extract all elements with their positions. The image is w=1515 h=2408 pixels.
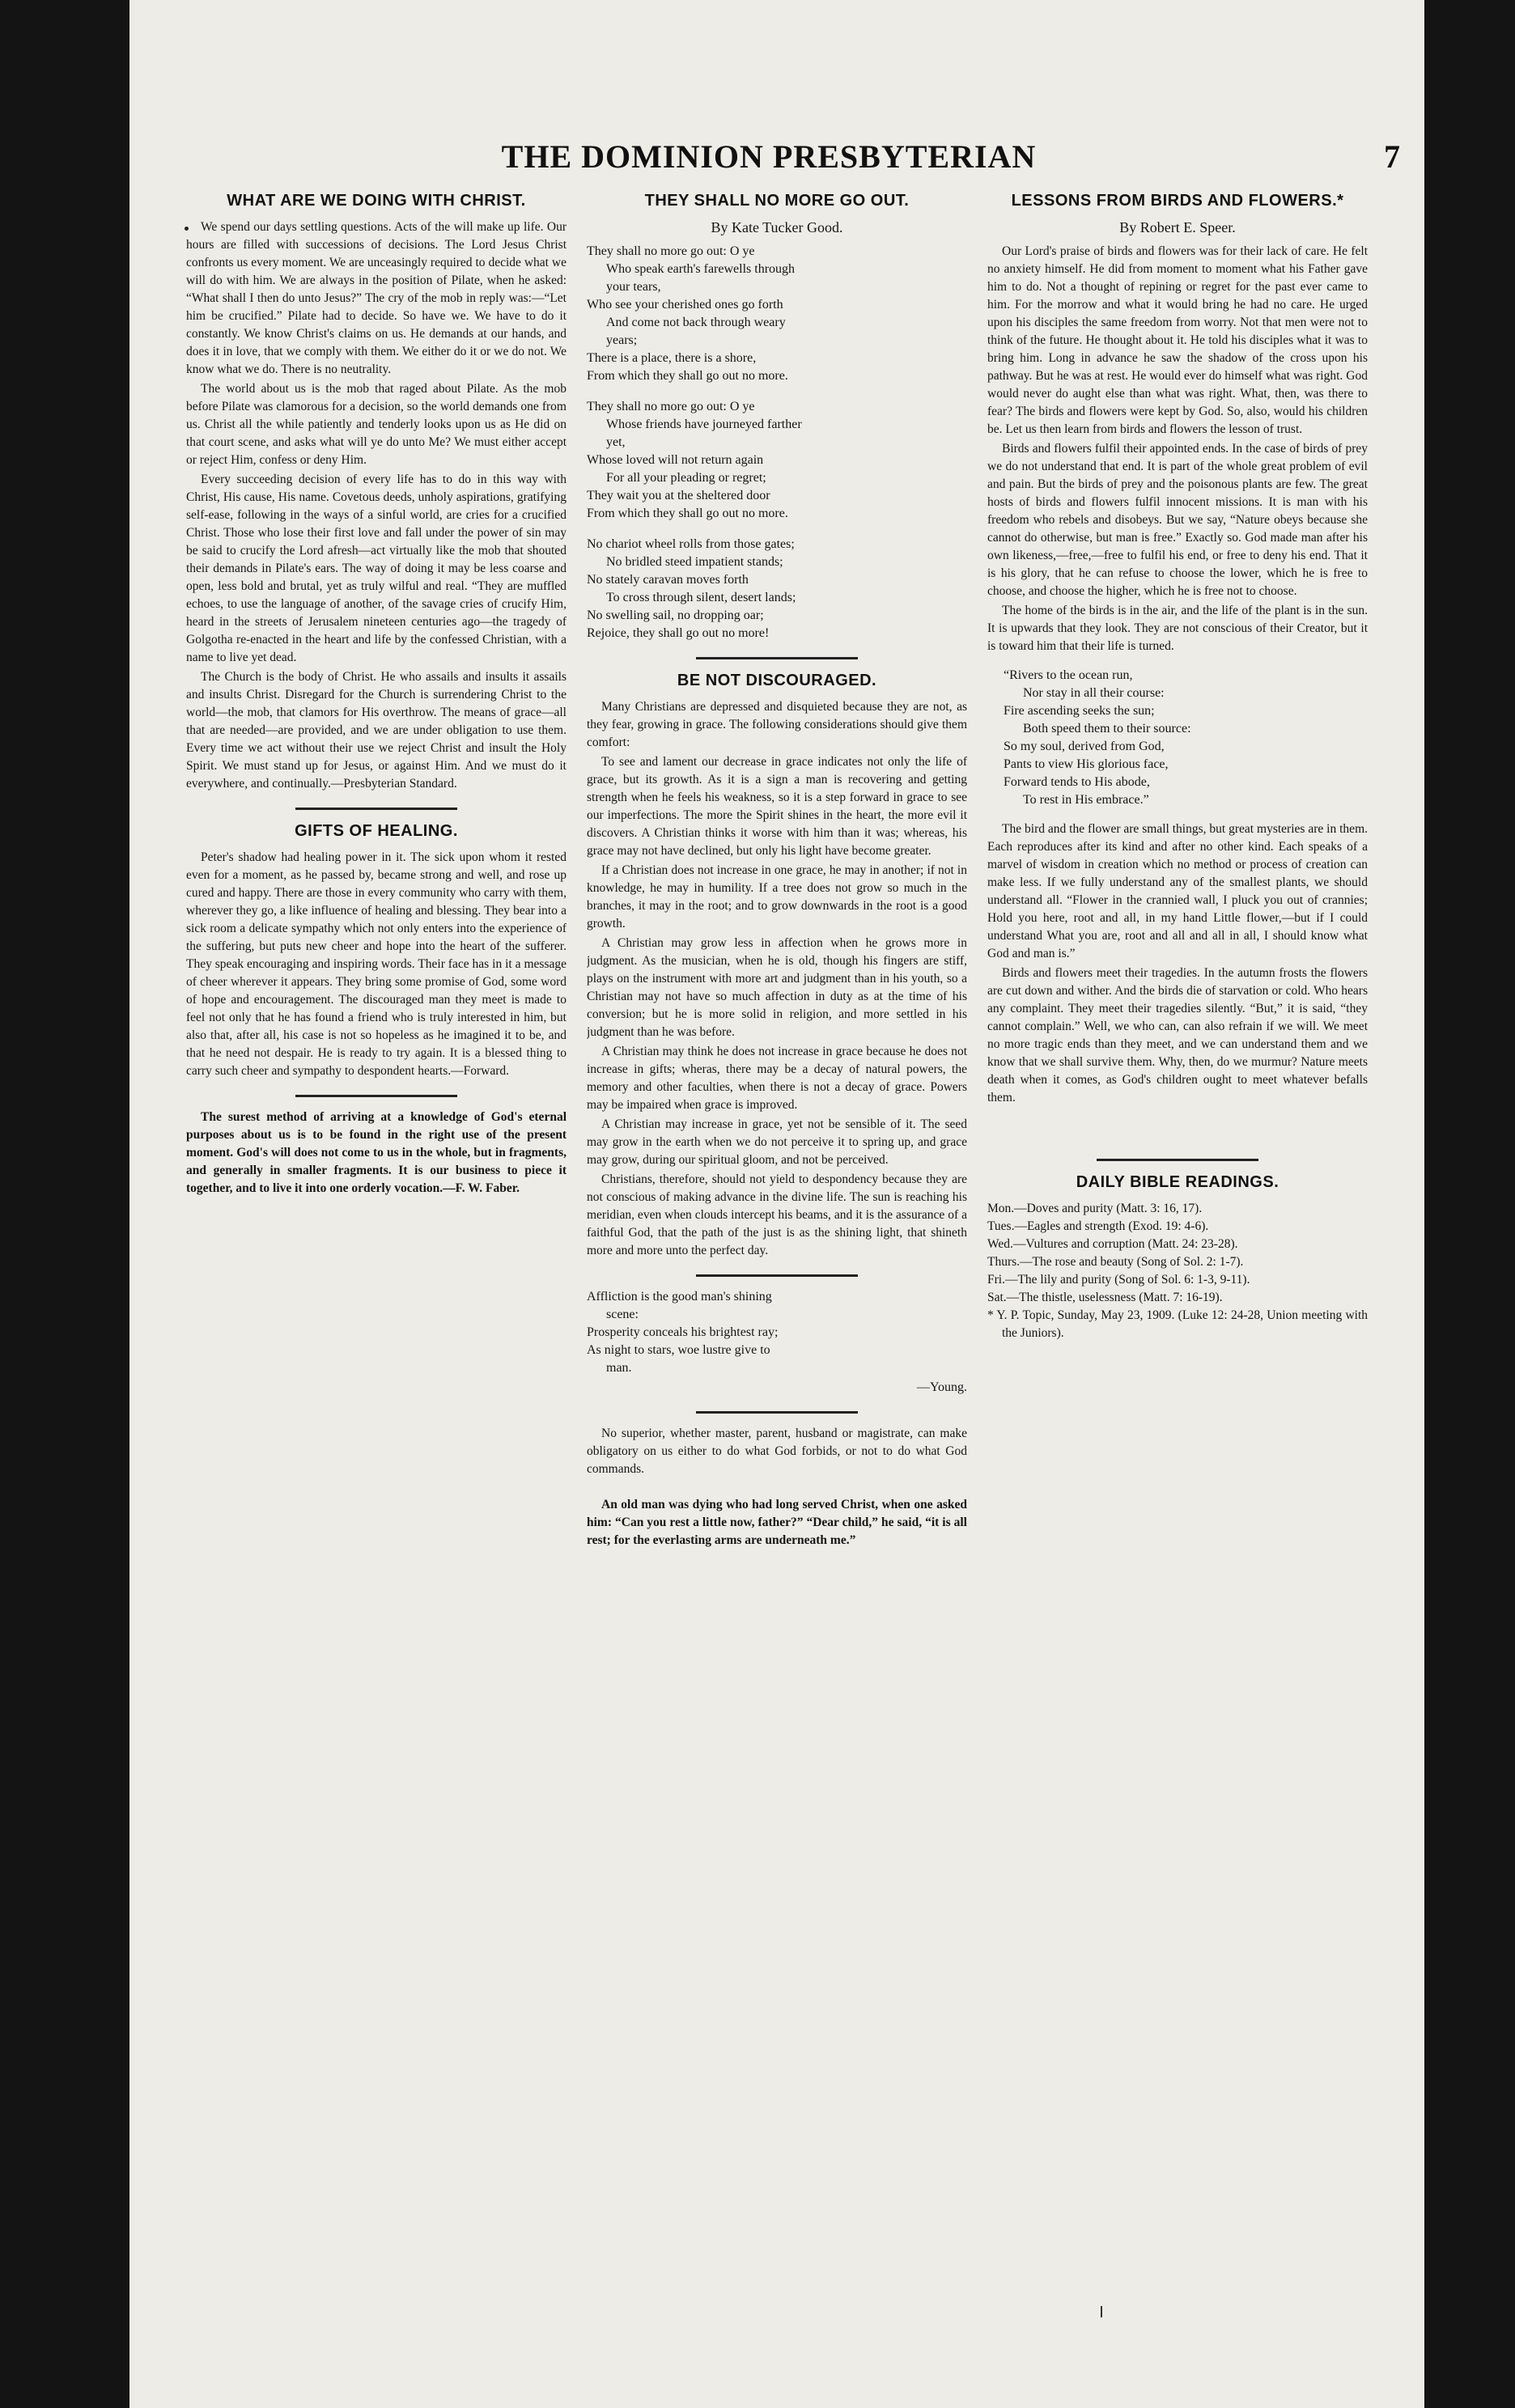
- reading-item: Sat.—The thistle, uselessness (Matt. 7: 16-19).: [987, 1291, 1223, 1304]
- verse-line: And come not back through weary: [606, 316, 786, 329]
- column-right: [987, 191, 1368, 2359]
- verse-quote: [1004, 667, 1368, 809]
- verse-line: For all your pleading or regret;: [606, 471, 766, 485]
- paragraph: Our Lord's praise of birds and flowers was for their lack of care. He felt no anxiety himself. He did from moment to moment what his Father gave him to do. Not a thought of repining or regret for the past ever came to him. For the morrow and what it would bring he had no care. He urged upon his disciples the same freedom from worry. Not that men were not to think of the future. He thought about it. He told his disciples what it was to bring him. Long in advance he saw the shadow of the cross upon his pathway. But he was at rest. He would ever do himself what was right. God would never do aught else than what was right. What, then, was there to fear? The birds and flowers were kept by God. So, also, would his children be. Let us then learn from birds and flowers the lesson of trust.: [987, 244, 1368, 436]
- reading-item: Wed.—Vultures and corruption (Matt. 24: 23-28).: [987, 1237, 1238, 1251]
- verse-line: scene:: [606, 1308, 639, 1321]
- verse-line: No chariot wheel rolls from those gates;: [587, 537, 795, 551]
- reading-item: * Y. P. Topic, Sunday, May 23, 1909. (Luke 12: 24-28, Union meeting with the Juniors).: [987, 1308, 1368, 1340]
- paragraph: A Christian may increase in grace, yet not be sensible of it. The seed may grow in the earth when we do not perceive it to spring up, and grace may grow, during our spiritual gloom, and not be perceived.: [587, 1117, 967, 1167]
- verse-line: Fire ascending seeks the sun;: [1004, 704, 1155, 718]
- paragraph: Birds and flowers meet their tragedies. In the autumn frosts the flowers are cut down and wither. And the birds die of starvation or cold. Who hears any complaint. They meet their tragedies silently. “But,” it is said, “they cannot complain.” Well, we who can, can also refrain if we will. We meet no more tragic ends than they meet, and we can understand them and we know that we shall survive them. Why, then, do we murmur? Nature meets death when it comes, as God's children ought to meet whatever befalls them.: [987, 966, 1368, 1104]
- section-divider: [696, 1411, 858, 1414]
- paragraph: If a Christian does not increase in one grace, he may in another; if not in knowledge, he may in humility. If a tree does not grow so much in the branches, it may in the root; and to grow downwards in the root is a good growth.: [587, 863, 967, 931]
- paragraph: To see and lament our decrease in grace indicates not only the life of grace, but its growth. As it is a sign a man is recovering and getting strength when he feels his weakness, so it is a step forward in grace to see our imperfections. The more the Spirit shines in the heart, the more evil it discovers. A Christian thinks it worse with him than it was; whereas, his grace may not have declined, but only his light have become greater.: [587, 755, 967, 858]
- section-divider: [696, 1274, 858, 1277]
- section-divider: [295, 808, 457, 810]
- poem-body: [587, 243, 967, 642]
- reading-item: Fri.—The lily and purity (Song of Sol. 6: 1-3, 9-11).: [987, 1273, 1250, 1287]
- young-quote: [587, 1288, 967, 1377]
- verse-line: To rest in His embrace.”: [1023, 793, 1149, 807]
- verse-line: “Rivers to the ocean run,: [1004, 668, 1133, 682]
- verse-line: They wait you at the sheltered door: [587, 489, 770, 502]
- poem-stanza: [587, 398, 967, 523]
- verse-line: Who speak earth's farewells through: [606, 262, 796, 276]
- page-header: [129, 138, 1424, 186]
- verse-line: There is a place, there is a shore,: [587, 351, 757, 365]
- verse-line: No stately caravan moves forth: [587, 573, 749, 587]
- publication-title: THE DOMINION PRESBYTERIAN: [501, 138, 1037, 175]
- verse-line: Whose friends have journeyed farther: [606, 418, 802, 431]
- section-divider: [295, 1095, 457, 1097]
- verse-line: So my soul, derived from God,: [1004, 740, 1165, 753]
- verse-line: Nor stay in all their course:: [1023, 686, 1165, 700]
- reading-item: Thurs.—The rose and beauty (Song of Sol. 2: 1-7).: [987, 1255, 1244, 1269]
- paragraph: The world about us is the mob that raged about Pilate. As the mob before Pilate was clamorous for a decision, so the world demands one from us. Christ all the while patiently and tenderly looks upon us as He did on that court scene, and asks what will ye do unto Me? We must either accept or reject Him, confess or deny Him.: [186, 382, 567, 467]
- paragraph: The bird and the flower are small things, but great mysteries are in them. Each reproduces after its kind and after no other kind. Each speaks of a marvel of wisdom in creation which no method or process of creation can make less. If we fully understand any of the smallest plants, we should understand all. “Flower in the crannied wall, I pluck you out of crannies; Hold you here, root and all, in my hand Little flower,—but if I could understand What you are, root and all and all in all, I should know what God and man is.”: [987, 822, 1368, 960]
- verse-line: To cross through silent, desert lands;: [606, 591, 796, 604]
- readings-list: [987, 1200, 1368, 1342]
- paragraph: We spend our days settling questions. Acts of the will make up life. Our hours are filled with successions of decisions. The Lord Jesus Christ confronts us every moment. We are unceasingly required to decide what we will do with him. We are always in the position of Pilate, when he asked: “What shall I then do unto Jesus?” The cry of the mob in reply was:—“Let him be crucified.” Pilate had to decide. So have we. We have to do it constantly. We know Christ's claims on us. He demands at our hands, and does it in love, that we comply with them. We either do it or we do not. We know what we do. There is no neutrality.: [186, 220, 567, 376]
- verse-line: your tears,: [606, 280, 661, 294]
- verse-line: As night to stars, woe lustre give to: [587, 1343, 770, 1357]
- article-title: LESSONS FROM BIRDS AND FLOWERS.*: [1011, 192, 1344, 210]
- paragraph: A Christian may think he does not increase in grace because he does not increase in gifts; wheras, there may be a decay of natural powers, the memory and other faculties, when there is not a decay of grace. Powers may be impaired when grace is improved.: [587, 1045, 967, 1112]
- verse-line: Affliction is the good man's shining: [587, 1290, 772, 1304]
- quote-attribution: —Young.: [917, 1380, 967, 1394]
- verse-line: Pants to view His glorious face,: [1004, 757, 1169, 771]
- article-title: BE NOT DISCOURAGED.: [677, 672, 877, 689]
- verse-line: They shall no more go out: O ye: [587, 244, 755, 258]
- page-number: 7: [1384, 138, 1400, 175]
- column-middle: [587, 191, 967, 2359]
- verse-line: Prosperity conceals his brightest ray;: [587, 1325, 779, 1339]
- paragraph: Christians, therefore, should not yield to despondency because they are not conscious of making advance in the divine life. The sun is reaching his meridian, even when clouds intercept his beams, and it is the assurance of a faithful God, that the path of the just is as the shining light, that shineth more and more unto the perfect day.: [587, 1172, 967, 1257]
- paragraph: An old man was dying who had long served Christ, when one asked him: “Can you rest a little now, father?” “Dear child,” he said, “it is all rest; for the everlasting arms are underneath me.”: [587, 1498, 967, 1547]
- verse-line: yet,: [606, 435, 626, 449]
- article-title: WHAT ARE WE DOING WITH CHRIST.: [227, 192, 526, 210]
- verse-line: From which they shall go out no more.: [587, 507, 788, 520]
- column-left: [186, 191, 567, 2359]
- paragraph: No superior, whether master, parent, husband or magistrate, can make obligatory on us either to do what God forbids, or not to do what God commands.: [587, 1427, 967, 1476]
- paragraph: Every succeeding decision of every life has to do in this way with Christ, His cause, His name. Covetous deeds, unholy aspirations, gratifying self-ease, following in the ways of a sinful world, are cries for a crucified Christ. Those who lose their first love and fall under the power of sin may be said to crucify the Lord afresh—act virtually like the mob that shouted their demands in Pilate's ears. The way of doing it may be less coarse and open, less bold and brutal, yet as truly wilful and real. “They are muffled echoes, to use the language of another, of the savage cries of crucify Him, heard in the streets of Jerusalem nineteen centuries ago—the tragedy of Golgotha re-enacted in the heart and life by the confessed Christian, with a name to live yet dead.: [186, 473, 567, 664]
- paragraph: Birds and flowers fulfil their appointed ends. In the case of birds of prey we do not understand that end. It is part of the whole great problem of evil and pain. But the birds of prey and the poisonous plants are few. The great hosts of birds and flowers fulfil innocent missions. It is man with his freedom who rebels and disobeys. But we say, “Nature obeys because she cannot do otherwise, but man is free.” Exactly so. God made man after his own likeness,—free,—free to fulfil his end, or free to deny his end. That it is his glory, that he can refuse to choose the lower, which he is free to choose, and choose the higher, which he is free not to choose.: [987, 442, 1368, 598]
- paragraph: The home of the birds is in the air, and the life of the plant is in the sun. It is upwards that they look. They are not conscious of their Creator, but it is toward him that their life is turned.: [987, 604, 1368, 653]
- paragraph: Peter's shadow had healing power in it. The sick upon whom it rested even for a moment, as he passed by, became strong and well, and rose up cured and happy. There are those in every community who carry with them, wherever they go, a like influence of healing and blessing. They bear into a sick room a delicate sympathy which not only enters into the experience of the suffering, but puts new cheer and hope into the heart of the sufferer. They speak encouraging and inspiring words. Their face has in it a message of cheer wherever it appears. They bring some promise of God, some word of hope and encouragement. The discouraged man they meet is made to feel not only that he has found a friend who is truly interested in him, but also that, after all, his case is not so hopeless as he imagined it to be, and that he need not despair. He is ready to try again. It is a blessed thing to carry such cheer and sympathy to despondent hearts.—Forward.: [186, 850, 567, 1078]
- reading-item: Mon.—Doves and purity (Matt. 3: 16, 17).: [987, 1202, 1203, 1215]
- verse-line: Rejoice, they shall go out no more!: [587, 626, 770, 640]
- paragraph: A Christian may grow less in affection when he grows more in judgment. As the musician, when he is old, though his fingers are stiff, plays on the instrument with more art and judgment than in his youth, so a Christian may not have so much affection in duty as at the time of his conversion; but he is more solid in religion, and more settled in his judgment than he was before.: [587, 936, 967, 1039]
- article-title: GIFTS OF HEALING.: [295, 822, 458, 840]
- verse-line: Both speed them to their source:: [1023, 722, 1191, 736]
- verse-line: Whose loved will not return again: [587, 453, 764, 467]
- poem-stanza: [587, 536, 967, 642]
- faber-quote: The surest method of arriving at a knowledge of God's eternal purposes about us is to be found in the right use of the present moment. God's will does not come to us in the whole, but in fragments, and generally in smaller fragments. It is our business to piece it together, and to live it into one orderly vocation.—F. W. Faber.: [186, 1110, 567, 1195]
- poem-byline: By Kate Tucker Good.: [711, 219, 843, 235]
- poem-title: THEY SHALL NO MORE GO OUT.: [644, 192, 910, 210]
- verse-line: From which they shall go out no more.: [587, 369, 788, 383]
- verse-line: They shall no more go out: O ye: [587, 400, 755, 413]
- paragraph: Many Christians are depressed and disquieted because they are not, as they fear, growing in grace. The following considerations should give them comfort:: [587, 700, 967, 749]
- verse-line: Who see your cherished ones go forth: [587, 298, 783, 312]
- verse-line: man.: [606, 1361, 632, 1375]
- poem-stanza: [587, 243, 967, 385]
- verse-line: Forward tends to His abode,: [1004, 775, 1150, 789]
- paragraph: The Church is the body of Christ. He who assails and insults it assails and insults Christ. Disregard for the Church is surrendering Christ to the world—the mob, that clamors for His overthrow. The means of grace—all that are needed—are provided, and we are under obligation to use them. Every time we act without their use we reject Christ and insult the Holy Spirit. We must stand up for Jesus, or against Him. And we must do it everywhere, and continually.—Presbyterian Standard.: [186, 670, 567, 791]
- section-divider: [1097, 1159, 1258, 1161]
- newspaper-page: [129, 0, 1424, 2408]
- verse-line: years;: [606, 333, 638, 347]
- verse-line: No bridled steed impatient stands;: [606, 555, 783, 569]
- verse-line: No swelling sail, no dropping oar;: [587, 608, 764, 622]
- article-title: DAILY BIBLE READINGS.: [1076, 1173, 1279, 1191]
- reading-item: Tues.—Eagles and strength (Exod. 19: 4-6).: [987, 1219, 1209, 1233]
- article-byline: By Robert E. Speer.: [1119, 219, 1236, 235]
- section-divider: [696, 657, 858, 659]
